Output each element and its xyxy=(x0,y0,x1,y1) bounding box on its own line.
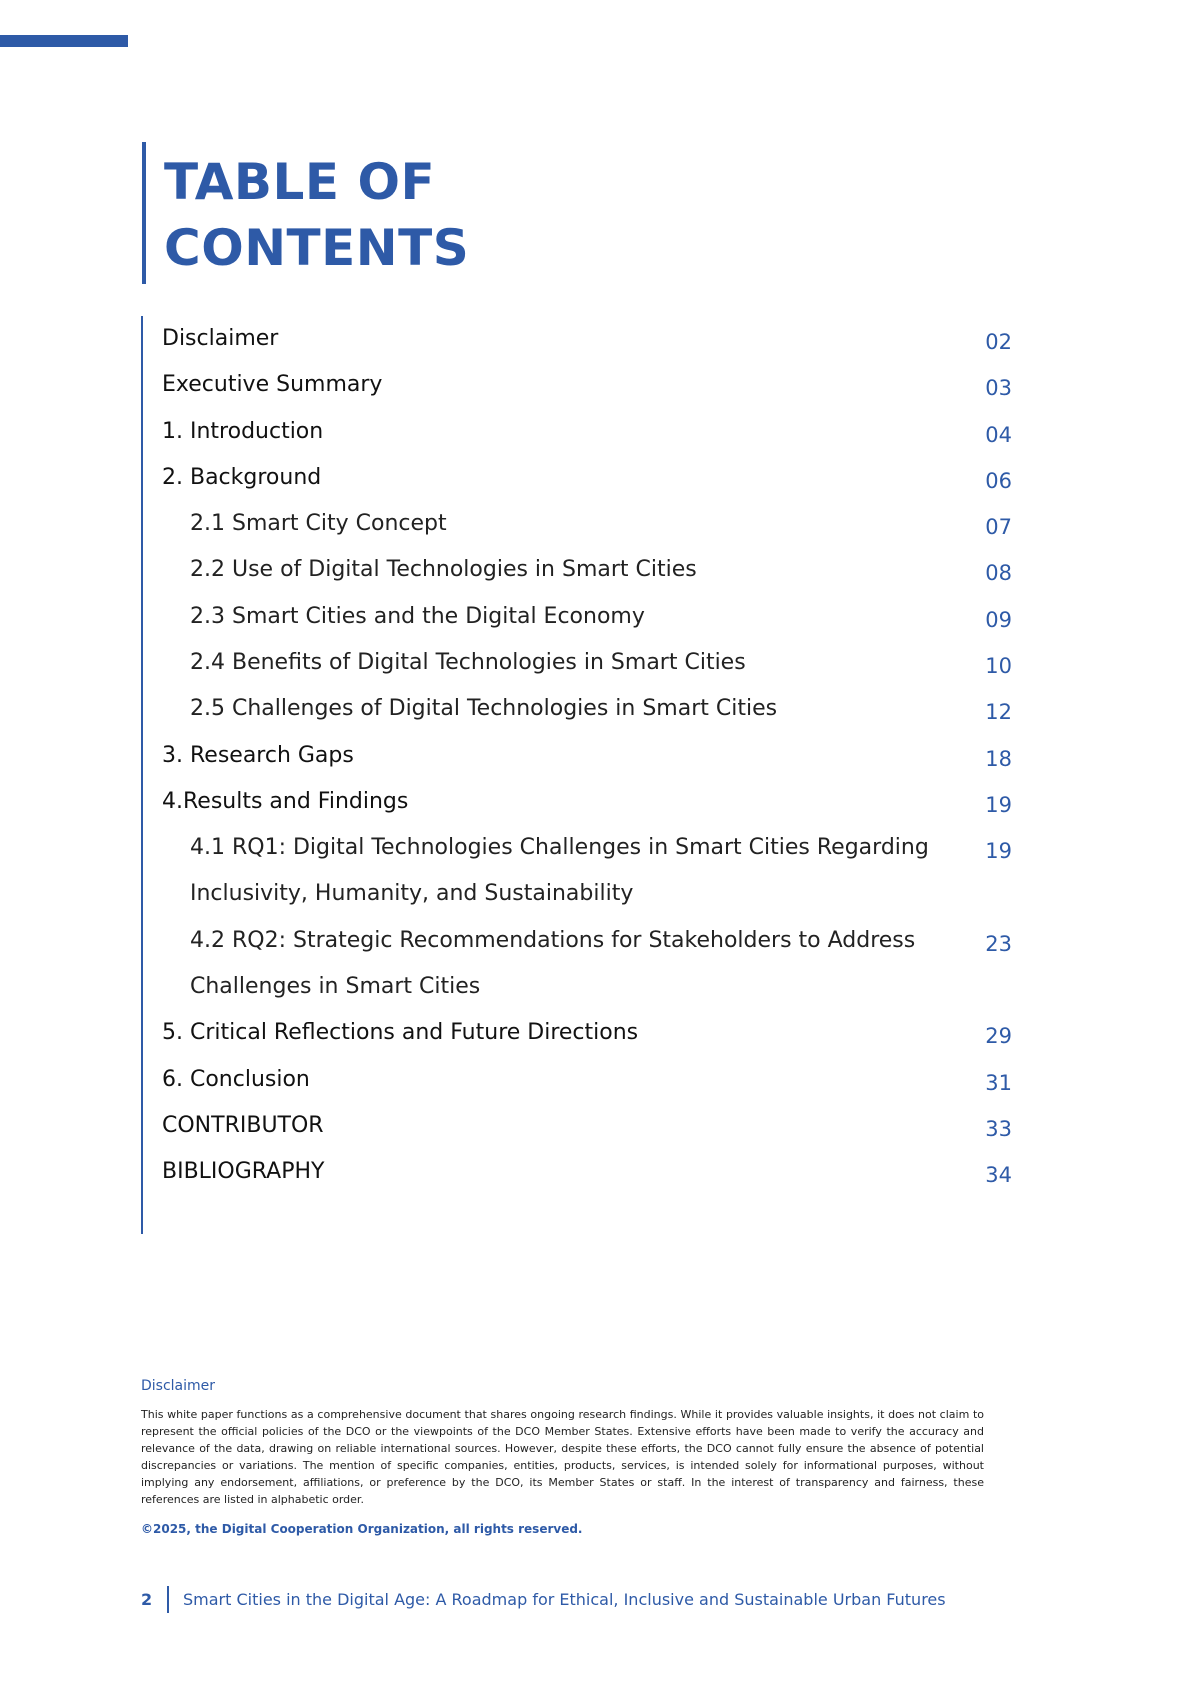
toc-entry-bibliography[interactable] xyxy=(162,1149,1012,1195)
toc-entry-page: 18 xyxy=(985,746,1012,771)
toc-entry-background[interactable] xyxy=(162,455,1012,501)
toc-entry-title: Executive Summary xyxy=(162,372,383,398)
toc-entry-contributor[interactable] xyxy=(162,1103,1012,1149)
toc-entry-title: 2.3 Smart Cities and the Digital Economy xyxy=(190,603,645,629)
page-footer xyxy=(141,1585,946,1613)
toc-entry-title: BIBLIOGRAPHY xyxy=(162,1159,325,1185)
disclaimer-heading: Disclaimer xyxy=(141,1378,216,1394)
toc-entry-page: 07 xyxy=(985,515,1012,540)
toc-entry-title: 2.1 Smart City Concept xyxy=(190,511,447,537)
toc-entry-page: 06 xyxy=(985,468,1012,493)
footer-document-title: Smart Cities in the Digital Age: A Roadmap for Ethical, Inclusive and Sustainable Urban Futures xyxy=(183,1589,946,1609)
toc-entry-page: 02 xyxy=(985,330,1012,354)
toc-entry-title: 2.4 Benefits of Digital Technologies in Smart Cities xyxy=(190,650,746,676)
toc-entry-page: 10 xyxy=(985,654,1012,679)
title-line-2: CONTENTS xyxy=(164,219,470,277)
toc-entry-page: 03 xyxy=(985,376,1012,401)
toc-entry-benefits[interactable] xyxy=(162,640,1012,686)
toc-entry-rq2[interactable] xyxy=(162,918,1012,1011)
toc-entry-title: 4.2 RQ2: Strategic Recommendations for Stakeholders to Address Challenges in Smart Cities xyxy=(190,927,916,999)
title-line-1: TABLE OF xyxy=(164,153,436,211)
toc-entry-executive-summary[interactable] xyxy=(162,362,1012,408)
toc-entry-digital-economy[interactable] xyxy=(162,594,1012,640)
toc-entry-rq1[interactable] xyxy=(162,825,1012,918)
toc-entry-title: CONTRIBUTOR xyxy=(162,1113,324,1139)
toc-entry-title: 2.5 Challenges of Digital Technologies in Smart Cities xyxy=(190,696,778,722)
toc-entry-page: 12 xyxy=(985,700,1012,725)
footer-page-number: 2 xyxy=(141,1589,153,1609)
toc-entry-page: 08 xyxy=(985,561,1012,586)
toc-entry-title: 2. Background xyxy=(162,464,322,490)
page-title xyxy=(142,142,469,284)
toc-entry-challenges[interactable] xyxy=(162,686,1012,732)
toc-entry-page: 19 xyxy=(985,839,1012,864)
toc-entry-smart-city-concept[interactable] xyxy=(162,501,1012,547)
toc-entry-title: 4.1 RQ1: Digital Technologies Challenges in Smart Cities Regarding Inclusivity, Humanity, and Sustainability xyxy=(190,835,929,907)
toc-entry-title: 3. Research Gaps xyxy=(162,742,354,768)
toc-entry-title: 5. Critical Reflections and Future Directions xyxy=(162,1020,639,1046)
toc-entry-results-and-findings[interactable] xyxy=(162,779,1012,825)
toc-entry-page: 34 xyxy=(985,1163,1012,1188)
table-of-contents xyxy=(162,316,1012,1196)
toc-entry-title: Disclaimer xyxy=(162,326,279,351)
toc-entry-page: 23 xyxy=(985,931,1012,956)
copyright-notice: ©2025, the Digital Cooperation Organization, all rights reserved. xyxy=(141,1522,583,1536)
top-accent-bar xyxy=(0,35,128,47)
toc-entry-use-of-digital-technologies[interactable] xyxy=(162,547,1012,593)
disclaimer-text: This white paper functions as a comprehensive document that shares ongoing research findings. While it provides valuable insights, it does not claim to represent the official policies of the DCO or the viewpoints of the DCO Member States. Extensive efforts have been made to verify the accuracy and relevance of the data, drawing on reliable international sources. However, despite these efforts, the DCO cannot fully ensure the absence of potential discrepancies or variations. The mention of specific companies, entities, products, services, is intended solely for informational purposes, without implying any endorsement, affiliations, or preference by the DCO, its Member States or staff. In the interest of transparency and fairness, these references are listed in alphabetic order. xyxy=(141,1408,984,1506)
toc-entry-title: 2.2 Use of Digital Technologies in Smart Cities xyxy=(190,557,697,583)
footer-divider xyxy=(167,1586,169,1613)
toc-entry-page: 09 xyxy=(985,607,1012,632)
toc-entry-research-gaps[interactable] xyxy=(162,733,1012,779)
toc-entry-disclaimer[interactable] xyxy=(162,316,1012,362)
toc-entry-conclusion[interactable] xyxy=(162,1057,1012,1103)
toc-vertical-rule xyxy=(141,316,143,1234)
toc-entry-page: 04 xyxy=(985,422,1012,447)
toc-entry-critical-reflections[interactable] xyxy=(162,1010,1012,1056)
toc-entry-title: 1. Introduction xyxy=(162,418,324,444)
toc-entry-page: 29 xyxy=(985,1024,1012,1049)
toc-entry-title: 6. Conclusion xyxy=(162,1066,310,1092)
toc-entry-page: 33 xyxy=(985,1117,1012,1142)
toc-entry-page: 19 xyxy=(985,792,1012,817)
toc-entry-page: 31 xyxy=(985,1070,1012,1095)
toc-entry-title: 4.Results and Findings xyxy=(162,788,409,814)
toc-entry-introduction[interactable] xyxy=(162,409,1012,455)
